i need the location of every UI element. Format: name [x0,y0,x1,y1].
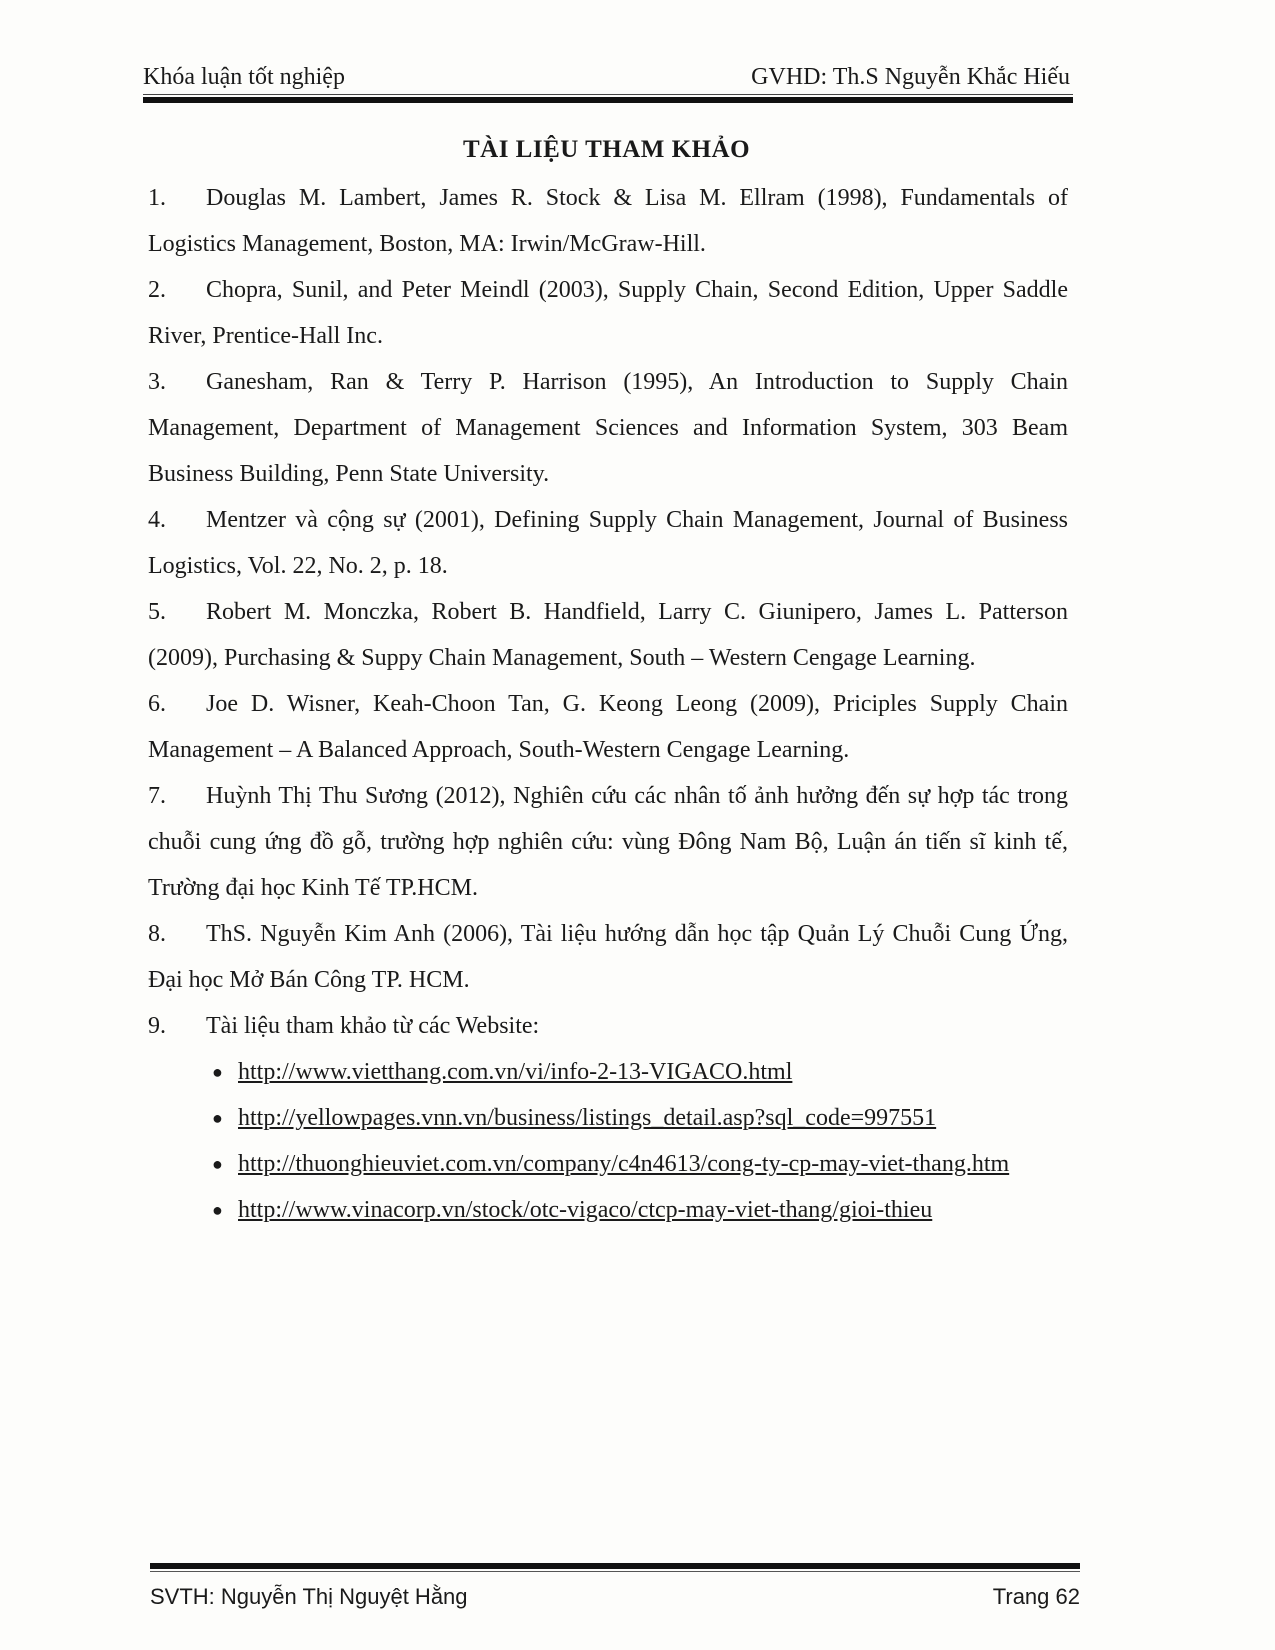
header-advisor: GVHD: Th.S Nguyễn Khắc Hiếu [751,64,1070,90]
header-rule [143,97,1073,103]
reference-item [148,589,1068,681]
reference-number: 5. [148,599,166,625]
reference-text: Robert M. Monczka, Robert B. Handfield, Larry C. Giunipero, James L. Patterson (2009), Purchasing & Suppy Chain Management, South – Western Cengage Learning. [148,599,1068,671]
reference-text: ThS. Nguyễn Kim Anh (2006), Tài liệu hướng dẫn học tập Quản Lý Chuỗi Cung Ứng, Đại học Mở Bán Công TP. HCM. [148,921,1068,993]
reference-text: Tài liệu tham khảo từ các Website: [206,1013,540,1039]
reference-number: 8. [148,921,166,947]
reference-item [148,497,1068,589]
reference-number: 6. [148,691,166,717]
reference-text: Huỳnh Thị Thu Sương (2012), Nghiên cứu các nhân tố ảnh hưởng đến sự hợp tác trong chuỗi cung ứng đồ gỗ, trường hợp nghiên cứu: vùng Đông Nam Bộ, Luận án tiến sĩ kinh tế, Trường đại học Kinh Tế TP.HCM. [148,783,1068,901]
page-number: Trang 62 [992,1584,1080,1609]
reference-number: 7. [148,783,166,809]
reference-item [148,911,1068,1003]
page-footer [150,1578,1080,1618]
website-item [212,1049,1068,1095]
website-item [212,1187,1068,1233]
reference-item [148,1003,1068,1049]
footer-rule [150,1563,1080,1569]
footer-student: SVTH: Nguyễn Thị Nguyệt Hằng [150,1584,468,1609]
reference-item [148,773,1068,911]
website-list [148,1049,1068,1233]
bullet-icon: ● [212,1062,223,1082]
reference-item [148,681,1068,773]
website-link[interactable]: http://www.vinacorp.vn/stock/otc-vigaco/ctcp-may-viet-thang/gioi-thieu [238,1197,933,1223]
page-header [143,56,1070,96]
reference-number: 2. [148,277,166,303]
bullet-icon: ● [212,1154,223,1174]
website-link[interactable]: http://thuonghieuviet.com.vn/company/c4n4613/cong-ty-cp-may-viet-thang.htm [238,1151,1010,1177]
header-rule-thin [143,94,1073,95]
website-link[interactable]: http://yellowpages.vnn.vn/business/listings_detail.asp?sql_code=997551 [238,1105,937,1131]
reference-item [148,175,1068,267]
website-item [212,1141,1068,1187]
reference-item [148,267,1068,359]
reference-number: 9. [148,1013,166,1039]
footer-rule-thin [150,1571,1080,1572]
reference-text: Joe D. Wisner, Keah-Choon Tan, G. Keong Leong (2009), Priciples Supply Chain Management – A Balanced Approach, South-Western Cengage Learning. [148,691,1068,763]
bullet-icon: ● [212,1200,223,1220]
website-item [212,1095,1068,1141]
reference-text: Ganesham, Ran & Terry P. Harrison (1995), An Introduction to Supply Chain Management, Department of Management Sciences and Information System, 303 Beam Business Building, Penn State University. [148,369,1068,487]
bullet-icon: ● [212,1108,223,1128]
reference-item [148,359,1068,497]
page-title: TÀI LIỆU THAM KHẢO [462,136,751,163]
reference-text: Mentzer và cộng sự (2001), Defining Supply Chain Management, Journal of Business Logistics, Vol. 22, No. 2, p. 18. [148,507,1068,579]
reference-text: Douglas M. Lambert, James R. Stock & Lisa M. Ellram (1998), Fundamentals of Logistics Management, Boston, MA: Irwin/McGraw-Hill. [148,185,1068,257]
header-thesis-label: Khóa luận tốt nghiệp [143,64,345,90]
reference-number: 4. [148,507,166,533]
website-link[interactable]: http://www.vietthang.com.vn/vi/info-2-13-VIGACO.html [238,1059,793,1085]
reference-number: 1. [148,185,166,211]
reference-number: 3. [148,369,166,395]
reference-list [148,175,1068,1233]
reference-text: Chopra, Sunil, and Peter Meindl (2003), Supply Chain, Second Edition, Upper Saddle River, Prentice-Hall Inc. [148,277,1068,349]
